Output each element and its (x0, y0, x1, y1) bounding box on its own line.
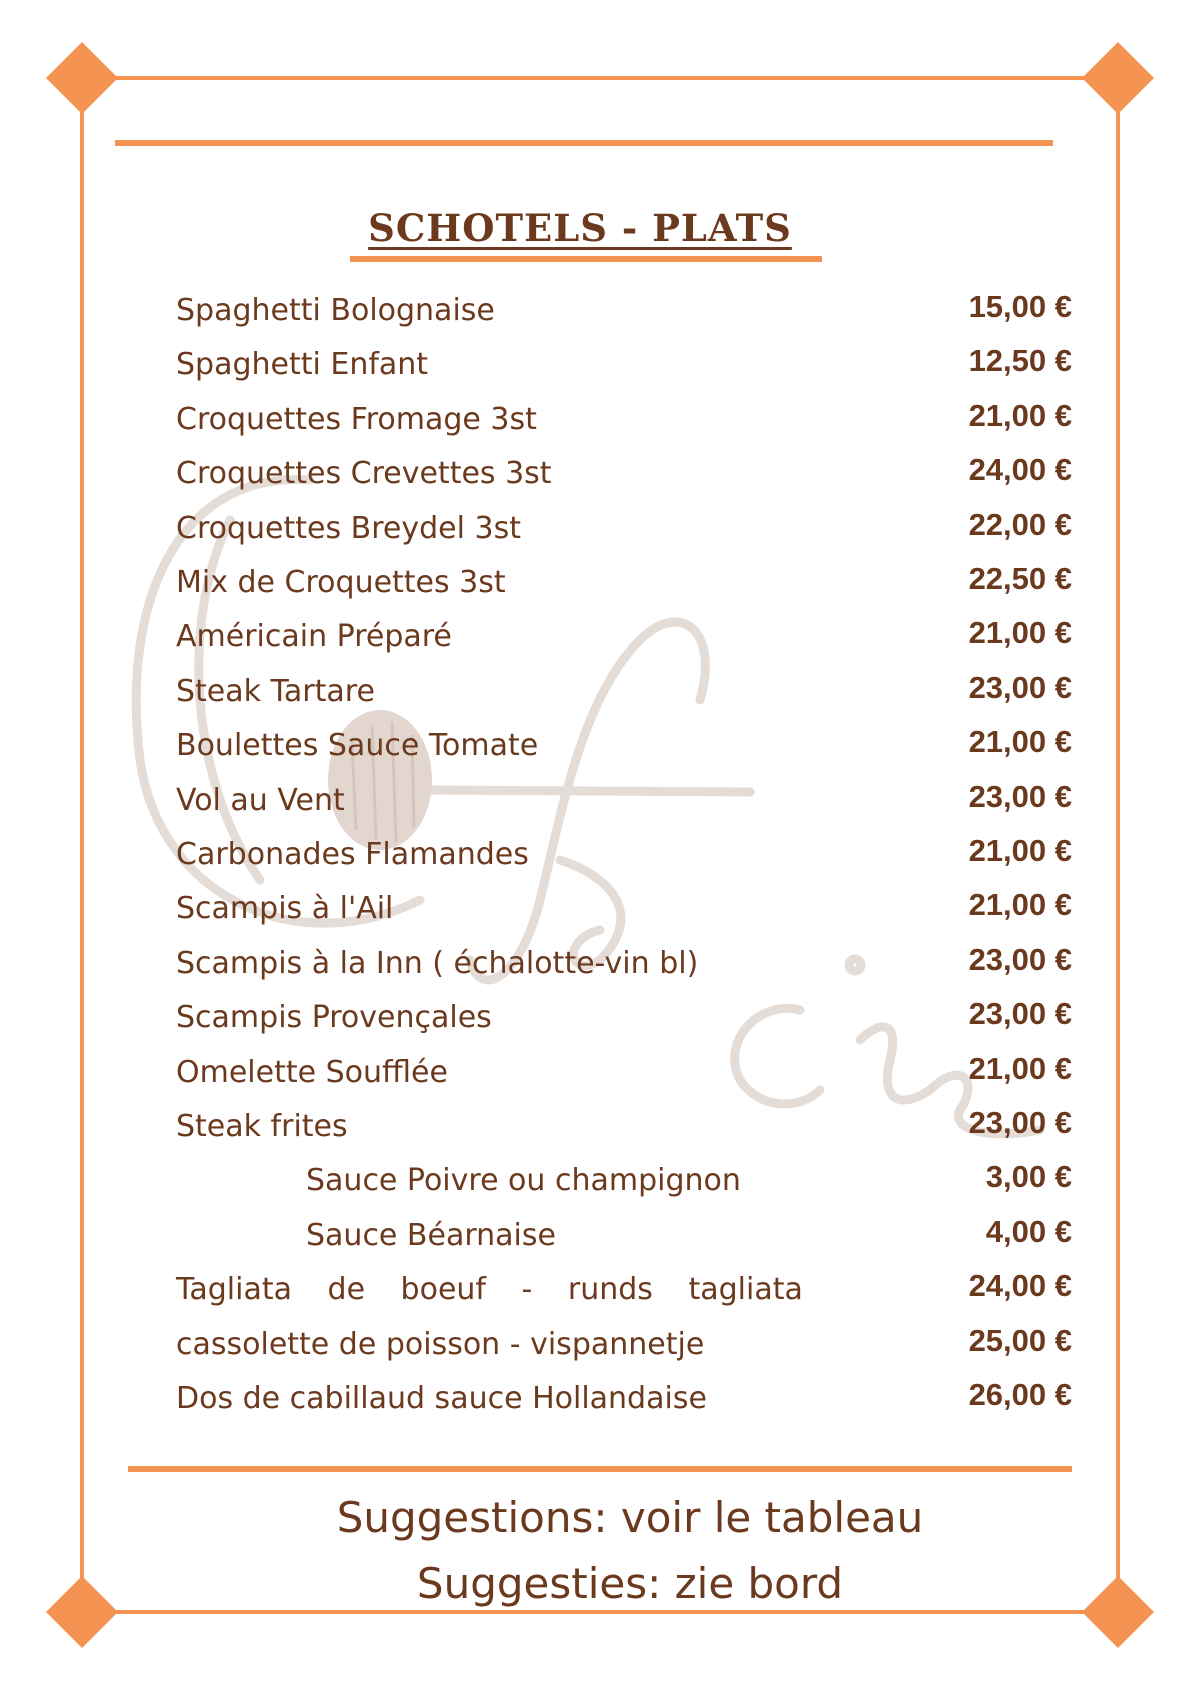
menu-item-price: 23,00 € (968, 779, 1072, 814)
menu-item-price: 23,00 € (968, 996, 1072, 1031)
menu-item (0, 723, 1200, 769)
menu-item-price: 3,00 € (985, 1159, 1072, 1194)
page-title: SCHOTELS - PLATS (368, 206, 792, 250)
menu-item (0, 288, 1200, 334)
menu-item-price: 23,00 € (968, 670, 1072, 705)
menu-item-name: Dos de cabillaud sauce Hollandaise (176, 1381, 707, 1416)
menu-item-price: 21,00 € (968, 1051, 1072, 1086)
menu-item-name: Steak Tartare (176, 674, 375, 709)
menu-item (0, 1158, 1200, 1204)
menu-item-price: 24,00 € (968, 452, 1072, 487)
menu-item (0, 941, 1200, 987)
menu-item-name: Scampis à l'Ail (176, 891, 394, 926)
menu-item-price: 21,00 € (968, 833, 1072, 868)
menu-item-name: Sauce Béarnaise (306, 1218, 556, 1253)
menu-item-name: Carbonades Flamandes (176, 837, 529, 872)
menu-item (0, 506, 1200, 552)
menu-item-name: cassolette de poisson - vispannetje (176, 1327, 705, 1362)
menu-item-name: Croquettes Fromage 3st (176, 402, 537, 437)
menu-item (0, 669, 1200, 715)
menu-item-price: 23,00 € (968, 942, 1072, 977)
menu-item-price: 22,50 € (968, 561, 1072, 596)
menu-item (0, 451, 1200, 497)
menu-item (0, 1322, 1200, 1368)
menu-item (0, 778, 1200, 824)
footer-note (250, 1485, 1010, 1617)
menu-item-name: Omelette Soufflée (176, 1055, 448, 1090)
menu-item (0, 1267, 1200, 1313)
menu-item (0, 614, 1200, 660)
menu-item-name: Sauce Poivre ou champignon (306, 1163, 741, 1198)
menu-item (0, 1050, 1200, 1096)
menu-item (0, 1213, 1200, 1259)
menu-item-name: Croquettes Breydel 3st (176, 511, 521, 546)
menu-item-price: 21,00 € (968, 615, 1072, 650)
menu-item (0, 832, 1200, 878)
menu-item-name: Croquettes Crevettes 3st (176, 456, 552, 491)
menu-item-name: Scampis Provençales (176, 1000, 492, 1035)
menu-item-name: Mix de Croquettes 3st (176, 565, 506, 600)
menu-item (0, 342, 1200, 388)
menu-item-price: 25,00 € (968, 1323, 1072, 1358)
menu-item (0, 886, 1200, 932)
footer-line-nl: Suggesties: zie bord (416, 1559, 844, 1608)
menu-item (0, 995, 1200, 1041)
menu-item-price: 22,00 € (968, 507, 1072, 542)
menu-item-name: Tagliata de boeuf - runds tagliata (176, 1272, 803, 1307)
menu-item-name: Steak frites (176, 1109, 348, 1144)
menu-item-price: 26,00 € (968, 1377, 1072, 1412)
menu-item-price: 12,50 € (968, 343, 1072, 378)
menu-item (0, 397, 1200, 443)
menu-item (0, 560, 1200, 606)
menu-item-price: 24,00 € (968, 1268, 1072, 1303)
menu-item-name: Scampis à la Inn ( échalotte-vin bl) (176, 946, 699, 981)
menu-item-price: 4,00 € (985, 1214, 1072, 1249)
menu-item-price: 15,00 € (968, 289, 1072, 324)
menu-item-price: 21,00 € (968, 887, 1072, 922)
menu-item-name: Américain Préparé (176, 619, 452, 654)
menu-item-name: Vol au Vent (176, 783, 345, 818)
menu-item-price: 21,00 € (968, 398, 1072, 433)
menu-item-price: 23,00 € (968, 1105, 1072, 1140)
menu-item (0, 1104, 1200, 1150)
menu-item (0, 1376, 1200, 1422)
menu-item-name: Boulettes Sauce Tomate (176, 728, 539, 763)
menu-item-name: Spaghetti Bolognaise (176, 293, 495, 328)
footer-line-fr: Suggestions: voir le tableau (336, 1493, 924, 1542)
menu-item-name: Spaghetti Enfant (176, 347, 429, 382)
menu-item-price: 21,00 € (968, 724, 1072, 759)
